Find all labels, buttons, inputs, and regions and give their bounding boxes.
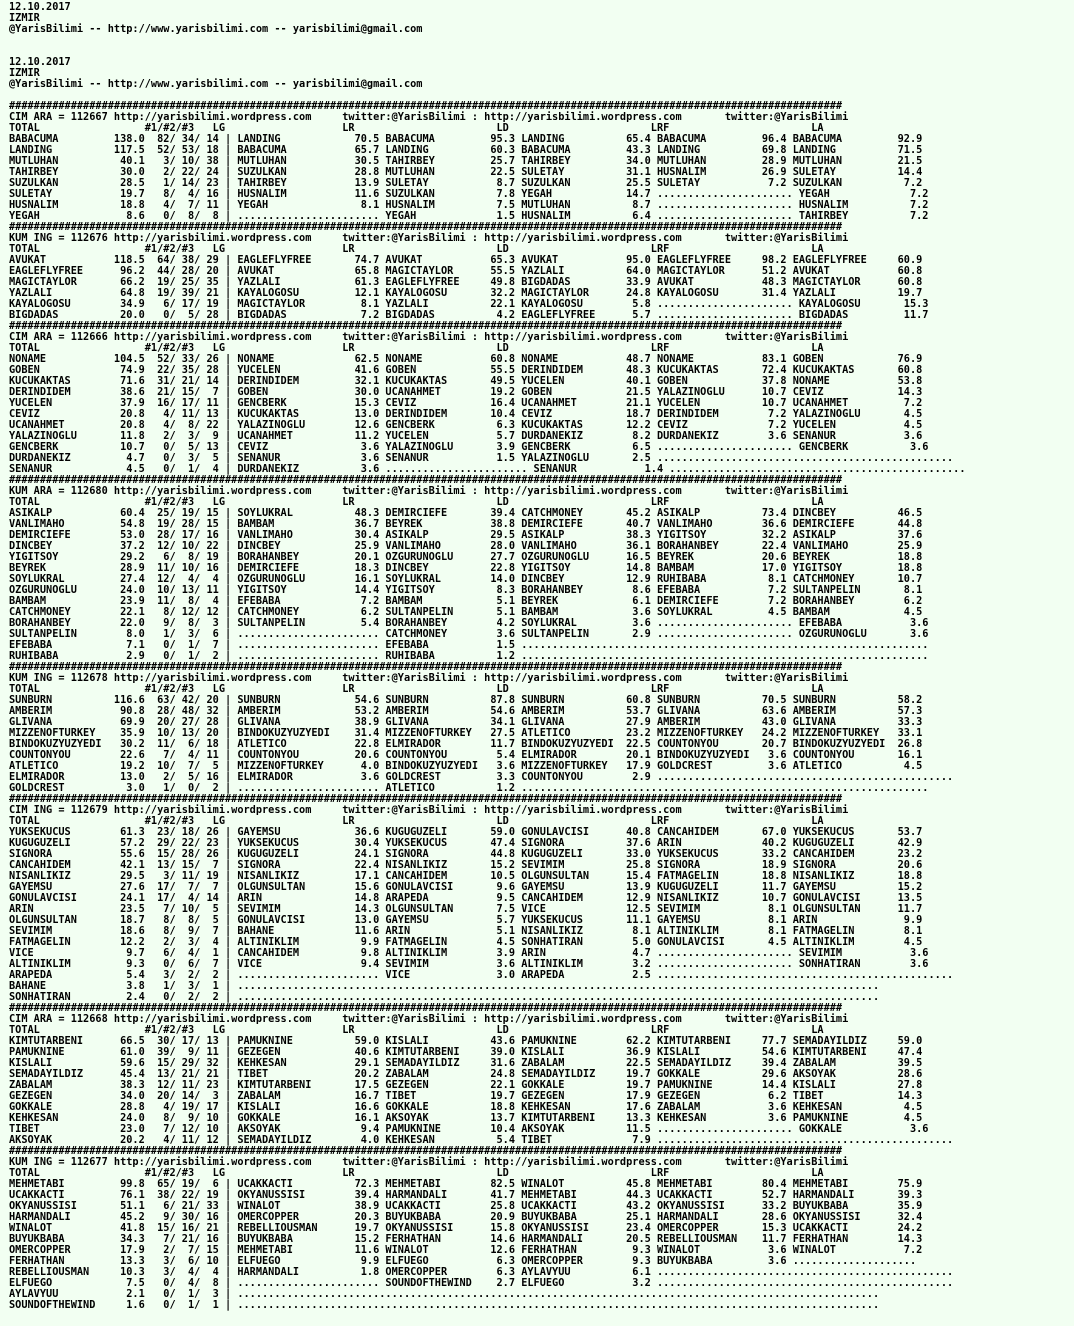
- column-header: TOTAL #1/#2/#3 LG LR LD LRF LA: [9, 683, 824, 695]
- report-line: VANLIMAHO 54.8 19/ 28/ 15 | BAMBAM 36.7 BEYREK 38.8 DEMIRCIEFE 40.7 VANLIMAHO 36.6 DEMIRCIEFE 44.8: [9, 518, 923, 530]
- report-line: SUNBURN 116.6 63/ 42/ 20 | SUNBURN 54.6 SUNBURN 87.8 SUNBURN 60.8 SUNBURN 70.5 SUNBURN 58.2: [9, 694, 923, 706]
- race-header: CIM ING = 112679 http://yarisbilimi.wordpress.com twitter:@YarisBilimi : http://yarisbilimi.wordpress.com twitter:@YarisBilimi: [9, 804, 849, 816]
- report-line: NISANLIKIZ 29.5 3/ 11/ 19 | NISANLIKIZ 17.1 CANCAHIDEM 10.5 OLGUNSULTAN 15.4 FATMAGELIN 18.8 NISANLIKIZ 18.8: [9, 870, 923, 882]
- report-line: COUNTONYOU 22.6 7/ 4/ 11 | COUNTONYOU 20.6 COUNTONYOU 5.4 ELMIRADOR 20.1 BINDOKUZYUZYEDI 3.6 COUNTONYOU 16.1: [9, 749, 923, 761]
- race-header: KUM ING = 112678 http://yarisbilimi.wordpress.com twitter:@YarisBilimi : http://yarisbilimi.wordpress.com twitter:@YarisBilimi: [9, 672, 849, 684]
- report-line: CANCAHIDEM 42.1 13/ 15/ 7 | SIGNORA 22.4 NISANLIKIZ 15.2 SEVIMIM 25.8 SIGNORA 18.9 SIGNORA 20.6: [9, 859, 923, 871]
- report-line: FERHATHAN 13.3 3/ 6/ 10 | ELFUEGO 9.9 ELFUEGO 6.3 OMERCOPPER 9.3 BUYUKBABA 3.6 ....................: [9, 1255, 917, 1267]
- column-header: TOTAL #1/#2/#3 LG LR LD LRF LA: [9, 342, 824, 354]
- race-header: KUM ARA = 112680 http://yarisbilimi.wordpress.com twitter:@YarisBilimi : http://yarisbilimi.wordpress.com twitter:@YarisBilimi: [9, 485, 849, 497]
- report-line: SUZULKAN 28.5 1/ 14/ 23 | TAHIRBEY 13.9 SULETAY 8.7 SUZULKAN 25.5 SULETAY 7.2 SUZULKAN 7.2: [9, 177, 923, 189]
- report-line: GLIVANA 69.9 20/ 27/ 28 | GLIVANA 38.9 GLIVANA 34.1 GLIVANA 27.9 AMBERIM 43.0 GLIVANA 33.3: [9, 716, 923, 728]
- report-line: EAGLEFLYFREE 96.2 44/ 28/ 20 | AVUKAT 65.8 MAGICTAYLOR 55.5 YAZLALI 64.0 MAGICTAYLOR 51.2 AVUKAT 60.8: [9, 265, 923, 277]
- report-line: HUSNALIM 18.8 4/ 7/ 11 | YEGAH 8.1 HUSNALIM 7.5 MUTLUHAN 8.7 ...................... HUSNALIM 7.2: [9, 199, 929, 211]
- section-divider: #######################################################################################################################################: [9, 793, 843, 805]
- report-line: SULETAY 19.7 8/ 4/ 16 | HUSNALIM 11.6 SUZULKAN 7.8 YEGAH 14.7 ...................... YEGAH 7.2: [9, 188, 929, 200]
- report-line: YIGITSOY 29.2 6/ 8/ 19 | BORAHANBEY 20.1 OZGURUNOGLU 27.7 OZGURUNOGLU 16.5 BEYREK 20.6 BEYREK 18.8: [9, 551, 923, 563]
- race-header: CIM ARA = 112666 http://yarisbilimi.wordpress.com twitter:@YarisBilimi : http://yarisbilimi.wordpress.com twitter:@YarisBilimi: [9, 331, 849, 343]
- report-date: 12.10.2017: [9, 1, 71, 13]
- report-line: ASIKALP 60.4 25/ 19/ 15 | SOYLUKRAL 48.3 DEMIRCIEFE 39.4 CATCHMONEY 45.2 ASIKALP 73.4 DINCBEY 46.5: [9, 507, 923, 519]
- section-divider: #######################################################################################################################################: [9, 221, 843, 233]
- report-line: GOLDCREST 3.0 1/ 0/ 2 | ....................... ATLETICO 1.2 ..................................................................: [9, 782, 929, 794]
- report-line: @YarisBilimi -- http://www.yarisbilimi.com -- yarisbilimi@gmail.com: [9, 78, 423, 90]
- report-line: UCAKKACTI 76.1 38/ 22/ 19 | OKYANUSSISI 39.4 HARMANDALI 41.7 MEHMETABI 44.3 UCAKKACTI 52.7 HARMANDALI 39.3: [9, 1189, 923, 1201]
- report-line: GOBEN 74.9 22/ 35/ 28 | YUCELEN 41.6 GOBEN 55.5 DERINDIDEM 48.3 KUCUKAKTAS 72.4 KUCUKAKTAS 60.8: [9, 364, 923, 376]
- section-divider: #######################################################################################################################################: [9, 100, 843, 112]
- report-line: BABACUMA 138.0 82/ 34/ 14 | LANDING 70.5 BABACUMA 95.3 LANDING 65.4 BABACUMA 96.4 BABACUMA 92.9: [9, 133, 923, 145]
- report-date: 12.10.2017: [9, 56, 71, 68]
- report-line: BEYREK 28.9 11/ 10/ 16 | DEMIRCIEFE 18.3 DINCBEY 22.8 YIGITSOY 14.8 BAMBAM 17.0 YIGITSOY 18.8: [9, 562, 923, 574]
- report-line: NONAME 104.5 52/ 33/ 26 | NONAME 62.5 NONAME 60.8 NONAME 48.7 NONAME 83.1 GOBEN 76.9: [9, 353, 923, 365]
- report-line: IZMIR: [9, 67, 40, 79]
- report-line: RUHIBABA 2.9 0/ 1/ 2 | ....................... RUHIBABA 1.2 ..................................................................: [9, 650, 929, 662]
- report-line: AMBERIM 90.8 28/ 48/ 32 | AMBERIM 53.2 AMBERIM 54.6 AMBERIM 53.7 GLIVANA 63.6 AMBERIM 57.3: [9, 705, 923, 717]
- report-line: YUKSEKUCUS 61.3 23/ 18/ 26 | GAYEMSU 36.6 KUGUGUZELI 59.0 GONULAVCISI 40.8 CANCAHIDEM 67.0 YUKSEKUCUS 53.7: [9, 826, 923, 838]
- report-line: KEHKESAN 24.0 8/ 9/ 10 | GOKKALE 16.1 AKSOYAK 13.7 KIMTUTARBENI 13.3 KEHKESAN 3.6 PAMUKNINE 4.5: [9, 1112, 923, 1124]
- report-line: TIBET 23.0 7/ 12/ 10 | AKSOYAK 9.4 PAMUKNINE 10.4 AKSOYAK 11.5 ...................... GOKKALE 3.6: [9, 1123, 929, 1135]
- report-line: ZABALAM 38.3 12/ 11/ 23 | KIMTUTARBENI 17.5 GEZEGEN 22.1 GOKKALE 19.7 PAMUKNINE 14.4 KISLALI 27.8: [9, 1079, 923, 1091]
- report-line: DERINDIDEM 38.6 21/ 15/ 7 | GOBEN 30.0 UCANAHMET 19.2 GOBEN 21.5 YALAZINOGLU 10.7 CEVIZ 14.3: [9, 386, 923, 398]
- report-line: HARMANDALI 45.2 9/ 30/ 16 | OMERCOPPER 20.3 BUYUKBABA 20.9 BUYUKBABA 25.1 HARMANDALI 28.6 OKYANUSSISI 32.4: [9, 1211, 923, 1223]
- report-line: BAHANE 3.8 1/ 3/ 1 | ........................................................................................................: [9, 980, 880, 992]
- column-header: TOTAL #1/#2/#3 LG LR LD LRF LA: [9, 496, 824, 508]
- report-line: GENCBERK 10.7 0/ 5/ 13 | CEVIZ 3.6 YALAZINOGLU 3.9 GENCBERK 6.5 ...................... GENCBERK 3.6: [9, 441, 929, 453]
- report-line: VICE 9.7 6/ 4/ 1 | CANCAHIDEM 9.8 ALTINIKLIM 3.9 ARIN 4.7 ...................... SEVIMIM 3.6: [9, 947, 929, 959]
- column-header: TOTAL #1/#2/#3 LG LR LD LRF LA: [9, 1167, 824, 1179]
- report-line: TAHIRBEY 30.0 2/ 22/ 24 | SUZULKAN 28.8 MUTLUHAN 22.5 SULETAY 31.1 HUSNALIM 26.9 SULETAY 14.4: [9, 166, 923, 178]
- report-line: DURDANEKIZ 4.7 0/ 3/ 5 | SENANUR 3.6 SENANUR 1.5 YALAZINOGLU 2.5 ................................................: [9, 452, 954, 464]
- report-line: LANDING 117.5 52/ 53/ 18 | BABACUMA 65.7 LANDING 60.3 BABACUMA 43.3 LANDING 69.8 LANDING 71.5: [9, 144, 923, 156]
- report-line: CATCHMONEY 22.1 8/ 12/ 12 | CATCHMONEY 6.2 SULTANPELIN 5.1 BAMBAM 3.6 SOYLUKRAL 4.5 BAMBAM 4.5: [9, 606, 923, 618]
- race-report-text: [9, 2, 966, 1311]
- report-line: PAMUKNINE 61.0 39/ 9/ 11 | GEZEGEN 40.6 KIMTUTARBENI 39.0 KISLALI 36.9 KISLALI 54.6 KIMTUTARBENI 47.4: [9, 1046, 923, 1058]
- report-line: SONHATIRAN 2.4 0/ 2/ 2 | ........................................................................................................: [9, 991, 880, 1003]
- report-line: SEMADAYILDIZ 45.4 13/ 21/ 21 | TIBET 20.2 ZABALAM 24.8 SEMADAYILDIZ 19.7 GOKKALE 29.6 AKSOYAK 28.6: [9, 1068, 923, 1080]
- report-line: SOYLUKRAL 27.4 12/ 4/ 4 | OZGURUNOGLU 16.1 SOYLUKRAL 14.0 DINCBEY 12.9 RUHIBABA 8.1 CATCHMONEY 10.7: [9, 573, 923, 585]
- race-header: KUM ING = 112676 http://yarisbilimi.wordpress.com twitter:@YarisBilimi : http://yarisbilimi.wordpress.com twitter:@YarisBilimi: [9, 232, 849, 244]
- report-line: IZMIR: [9, 12, 40, 24]
- report-line: SULTANPELIN 8.0 1/ 3/ 6 | ....................... CATCHMONEY 3.6 SULTANPELIN 2.9 ...................... OZGURUNOGLU 3.6: [9, 628, 929, 640]
- report-line: ARAPEDA 5.4 3/ 2/ 2 | ....................... VICE 3.0 ARAPEDA 2.5 ................................................: [9, 969, 954, 981]
- report-line: BIGDADAS 20.0 0/ 5/ 28 | BIGDADAS 7.2 BIGDADAS 4.2 EAGLEFLYFREE 5.7 ...................... BIGDADAS 11.7: [9, 309, 929, 321]
- report-line: GAYEMSU 27.6 17/ 7/ 7 | OLGUNSULTAN 15.6 GONULAVCISI 9.6 GAYEMSU 13.9 KUGUGUZELI 11.7 GAYEMSU 15.2: [9, 881, 923, 893]
- report-line: OZGURUNOGLU 24.0 10/ 13/ 11 | YIGITSOY 14.4 YIGITSOY 8.3 BORAHANBEY 8.6 EFEBABA 7.2 SULTANPELIN 8.1: [9, 584, 923, 596]
- column-header: TOTAL #1/#2/#3 LG LR LD LRF LA: [9, 243, 824, 255]
- report-line: KUCUKAKTAS 71.6 31/ 21/ 14 | DERINDIDEM 32.1 KUCUKAKTAS 49.5 YUCELEN 40.1 GOBEN 37.8 NONAME 53.8: [9, 375, 923, 387]
- report-line: ARIN 23.5 7/ 10/ 5 | SEVIMIM 14.3 OLGUNSULTAN 7.5 VICE 12.5 SEVIMIM 8.1 OLGUNSULTAN 11.7: [9, 903, 923, 915]
- report-line: SENANUR 4.5 0/ 1/ 4 | DURDANEKIZ 3.6 ....................... SENANUR 1.4 ................................................: [9, 463, 966, 475]
- report-line: GOKKALE 28.8 4/ 19/ 17 | KISLALI 16.6 GOKKALE 18.8 KEHKESAN 17.6 ZABALAM 3.6 KEHKESAN 4.5: [9, 1101, 923, 1113]
- section-divider: #######################################################################################################################################: [9, 474, 843, 486]
- report-line: OKYANUSSISI 51.1 6/ 21/ 33 | WINALOT 38.9 UCAKKACTI 25.8 UCAKKACTI 43.2 OKYANUSSISI 33.2 BUYUKBABA 35.9: [9, 1200, 923, 1212]
- report-line: @YarisBilimi -- http://www.yarisbilimi.com -- yarisbilimi@gmail.com: [9, 23, 423, 35]
- report-line: YEGAH 8.6 0/ 8/ 8 | ....................... YEGAH 1.5 HUSNALIM 6.4 ...................... TAHIRBEY 7.2: [9, 210, 929, 222]
- race-header: CIM ARA = 112668 http://yarisbilimi.wordpress.com twitter:@YarisBilimi : http://yarisbilimi.wordpress.com twitter:@YarisBilimi: [9, 1013, 849, 1025]
- report-line: BAMBAM 23.9 11/ 8/ 4 | EFEBABA 7.2 BAMBAM 5.1 BEYREK 6.1 DEMIRCIEFE 7.2 BORAHANBEY 6.2: [9, 595, 923, 607]
- report-line: FATMAGELIN 12.2 2/ 3/ 4 | ALTINIKLIM 9.9 FATMAGELIN 4.5 SONHATIRAN 5.0 GONULAVCISI 4.5 ALTINIKLIM 4.5: [9, 936, 923, 948]
- report-line: KUGUGUZELI 57.2 29/ 22/ 23 | YUKSEKUCUS 30.4 YUKSEKUCUS 47.4 SIGNORA 37.6 ARIN 40.2 KUGUGUZELI 42.9: [9, 837, 923, 849]
- report-line: YAZLALI 64.8 19/ 39/ 21 | KAYALOGOSU 12.1 KAYALOGOSU 32.2 MAGICTAYLOR 24.8 KAYALOGOSU 31.4 YAZLALI 19.7: [9, 287, 923, 299]
- report-line: ATLETICO 19.2 10/ 7/ 5 | MIZZENOFTURKEY 4.0 BINDOKUZYUZYEDI 3.6 MIZZENOFTURKEY 17.9 GOLDCREST 3.6 ATLETICO 4.5: [9, 760, 923, 772]
- report-line: UCANAHMET 20.8 4/ 8/ 22 | YALAZINOGLU 12.6 GENCBERK 6.3 KUCUKAKTAS 12.2 CEVIZ 7.2 YUCELEN 4.5: [9, 419, 923, 431]
- race-header: KUM ING = 112677 http://yarisbilimi.wordpress.com twitter:@YarisBilimi : http://yarisbilimi.wordpress.com twitter:@YarisBilimi: [9, 1156, 849, 1168]
- section-divider: #######################################################################################################################################: [9, 1002, 843, 1014]
- report-line: KISLALI 59.6 15/ 29/ 32 | KEHKESAN 29.1 SEMADAYILDIZ 31.6 ZABALAM 22.5 SEMADAYILDIZ 39.4 ZABALAM 39.5: [9, 1057, 923, 1069]
- column-header: TOTAL #1/#2/#3 LG LR LD LRF LA: [9, 122, 824, 134]
- report-line: ELFUEGO 7.5 0/ 4/ 8 | ....................... SOUNDOFTHEWIND 2.7 ELFUEGO 3.2 ................................................: [9, 1277, 954, 1289]
- report-line: ELMIRADOR 13.0 2/ 5/ 16 | ELMIRADOR 3.6 GOLDCREST 3.3 COUNTONYOU 2.9 ................................................: [9, 771, 954, 783]
- report-line: OMERCOPPER 17.9 2/ 7/ 15 | MEHMETABI 11.6 WINALOT 12.6 FERHATHAN 9.3 WINALOT 3.6 WINALOT 7.2: [9, 1244, 923, 1256]
- report-line: DEMIRCIEFE 53.0 28/ 17/ 16 | VANLIMAHO 30.4 ASIKALP 29.5 ASIKALP 38.3 YIGITSOY 32.2 ASIKALP 37.6: [9, 529, 923, 541]
- report-line: YALAZINOGLU 11.8 2/ 3/ 9 | UCANAHMET 11.2 YUCELEN 5.7 DURDANEKIZ 8.2 DURDANEKIZ 3.6 SENANUR 3.6: [9, 430, 923, 442]
- report-line: OLGUNSULTAN 18.7 8/ 8/ 5 | GONULAVCISI 13.0 GAYEMSU 5.7 YUKSEKUCUS 11.1 GAYEMSU 8.1 ARIN 9.9: [9, 914, 923, 926]
- section-divider: #######################################################################################################################################: [9, 320, 843, 332]
- report-line: SOUNDOFTHEWIND 1.6 0/ 1/ 1 | ........................................................................................................: [9, 1299, 880, 1311]
- report-line: KAYALOGOSU 34.9 6/ 17/ 19 | MAGICTAYLOR 8.1 YAZLALI 22.1 KAYALOGOSU 5.8 ...................... KAYALOGOSU 15.3: [9, 298, 929, 310]
- report-line: MUTLUHAN 40.1 3/ 10/ 38 | MUTLUHAN 30.5 TAHIRBEY 25.7 TAHIRBEY 34.0 MUTLUHAN 28.9 MUTLUHAN 21.5: [9, 155, 923, 167]
- report-line: CEVIZ 20.8 4/ 11/ 13 | KUCUKAKTAS 13.0 DERINDIDEM 10.4 CEVIZ 18.7 DERINDIDEM 7.2 YALAZINOGLU 4.5: [9, 408, 923, 420]
- report-line: AKSOYAK 20.2 4/ 11/ 12 | SEMADAYILDIZ 4.0 KEHKESAN 5.4 TIBET 7.9 ................................................: [9, 1134, 954, 1146]
- section-divider: #######################################################################################################################################: [9, 1145, 843, 1157]
- report-line: REBELLIOUSMAN 10.3 3/ 4/ 4 | HARMANDALI 1.8 OMERCOPPER 6.3 AYLAVYUU 6.1 ................................................: [9, 1266, 954, 1278]
- section-divider: #######################################################################################################################################: [9, 661, 843, 673]
- column-header: TOTAL #1/#2/#3 LG LR LD LRF LA: [9, 1024, 824, 1036]
- report-line: SIGNORA 55.6 15/ 28/ 26 | KUGUGUZELI 24.1 SIGNORA 44.8 KUGUGUZELI 33.0 YUKSEKUCUS 33.2 CANCAHIDEM 23.2: [9, 848, 923, 860]
- race-header: CIM ARA = 112667 http://yarisbilimi.wordpress.com twitter:@YarisBilimi : http://yarisbilimi.wordpress.com twitter:@YarisBilimi: [9, 111, 849, 123]
- report-line: GEZEGEN 34.0 20/ 14/ 3 | ZABALAM 16.7 TIBET 19.7 GEZEGEN 17.9 GEZEGEN 6.2 TIBET 14.3: [9, 1090, 923, 1102]
- report-line: MIZZENOFTURKEY 35.9 10/ 13/ 20 | BINDOKUZYUZYEDI 31.4 MIZZENOFTURKEY 27.5 ATLETICO 23.2 MIZZENOFTURKEY 24.2 MIZZENOFTURKEY 33.1: [9, 727, 923, 739]
- report-line: YUCELEN 37.9 16/ 17/ 11 | GENCBERK 15.3 CEVIZ 16.4 UCANAHMET 21.1 YUCELEN 10.7 UCANAHMET 7.2: [9, 397, 923, 409]
- report-line: EFEBABA 7.1 0/ 1/ 7 | ....................... EFEBABA 1.5 ..................................................................: [9, 639, 929, 651]
- report-line: SEVIMIM 18.6 8/ 9/ 7 | BAHANE 11.6 ARIN 5.1 NISANLIKIZ 8.1 ALTINIKLIM 8.1 FATMAGELIN 8.1: [9, 925, 923, 937]
- report-line: WINALOT 41.8 15/ 16/ 21 | REBELLIOUSMAN 19.7 OKYANUSSISI 15.8 OKYANUSSISI 23.4 OMERCOPPER 15.3 UCAKKACTI 24.2: [9, 1222, 923, 1234]
- report-line: AVUKAT 118.5 64/ 38/ 29 | EAGLEFLYFREE 74.7 AVUKAT 65.3 AVUKAT 95.0 EAGLEFLYFREE 98.2 EAGLEFLYFREE 60.9: [9, 254, 923, 266]
- report-line: MAGICTAYLOR 66.2 19/ 25/ 35 | YAZLALI 61.3 EAGLEFLYFREE 49.8 BIGDADAS 33.9 AVUKAT 48.3 MAGICTAYLOR 60.8: [9, 276, 923, 288]
- report-line: BORAHANBEY 22.0 9/ 8/ 3 | SULTANPELIN 5.4 BORAHANBEY 4.2 SOYLUKRAL 3.6 ...................... EFEBABA 3.6: [9, 617, 929, 629]
- report-line: GONULAVCISI 24.1 17/ 4/ 14 | ARIN 14.8 ARAPEDA 9.5 CANCAHIDEM 12.9 NISANLIKIZ 10.7 GONULAVCISI 13.5: [9, 892, 923, 904]
- column-header: TOTAL #1/#2/#3 LG LR LD LRF LA: [9, 815, 824, 827]
- report-line: BINDOKUZYUZYEDI 30.2 11/ 6/ 18 | ATLETICO 22.8 ELMIRADOR 11.7 BINDOKUZYUZYEDI 22.5 COUNTONYOU 20.7 BINDOKUZYUZYEDI 26.8: [9, 738, 923, 750]
- report-line: DINCBEY 37.2 12/ 10/ 22 | DINCBEY 25.9 VANLIMAHO 28.0 VANLIMAHO 36.1 BORAHANBEY 22.4 VANLIMAHO 25.9: [9, 540, 923, 552]
- report-line: MEHMETABI 99.8 65/ 19/ 6 | UCAKKACTI 72.3 MEHMETABI 82.5 WINALOT 45.8 MEHMETABI 80.4 MEHMETABI 75.9: [9, 1178, 923, 1190]
- report-line: AYLAVYUU 2.1 0/ 1/ 3 | ........................................................................................................: [9, 1288, 880, 1300]
- report-line: BUYUKBABA 34.3 7/ 21/ 16 | BUYUKBABA 15.2 FERHATHAN 14.6 HARMANDALI 20.5 REBELLIOUSMAN 11.7 FERHATHAN 14.3: [9, 1233, 923, 1245]
- report-line: KIMTUTARBENI 66.5 30/ 17/ 13 | PAMUKNINE 59.0 KISLALI 43.6 PAMUKNINE 62.2 KIMTUTARBENI 77.7 SEMADAYILDIZ 59.0: [9, 1035, 923, 1047]
- report-line: ALTINIKLIM 9.3 0/ 6/ 7 | VICE 9.4 SEVIMIM 3.6 ALTINIKLIM 3.2 ...................... SONHATIRAN 3.6: [9, 958, 929, 970]
